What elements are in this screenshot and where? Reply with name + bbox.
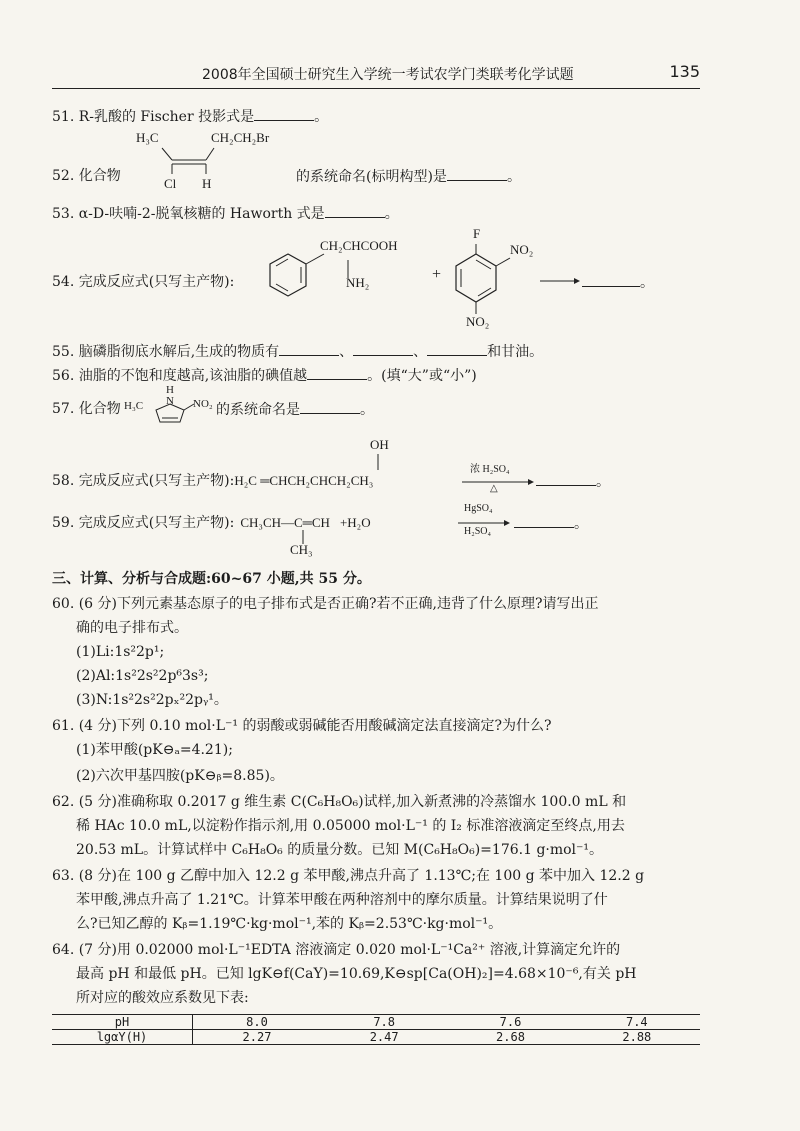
- q62-line-3: 20.53 mL。计算试样中 C₆H₈O₆ 的质量分数。已知 M(C₆H₈O₆)=176.1 g·mol⁻¹。: [76, 842, 604, 858]
- q52-h: H: [202, 176, 212, 191]
- q60-option-3: (3)N:1s²2s²2pₓ²2pᵧ¹。: [76, 692, 228, 708]
- q60-line-1: 60. (6 分)下列元素基态原子的电子排布式是否正确?若不正确,违背了什么原理?请写出正: [52, 596, 599, 612]
- q56-end: 。(填“大”或“小”): [367, 368, 477, 384]
- q53-text: 53. α-D-呋喃-2-脱氧核糖的 Haworth 式是: [52, 206, 325, 222]
- q58-reaction-arrow: [462, 478, 534, 486]
- q53-end: 。: [384, 206, 399, 222]
- q56-text: 56. 油脂的不饱和度越高,该油脂的碘值越: [52, 368, 308, 384]
- q52-h3c: H₃C: [136, 130, 159, 145]
- q58-end: 。: [596, 474, 610, 490]
- reaction-arrow: [540, 276, 580, 286]
- question-59: [52, 513, 371, 533]
- table-cell: 2.47: [321, 1030, 447, 1045]
- answer-blank: [427, 341, 487, 356]
- q52-double-bond: [150, 146, 220, 176]
- answer-blank: [514, 513, 574, 528]
- q52-ch2ch2br: CH₂CH₂Br: [211, 130, 270, 145]
- table-row: [52, 1030, 700, 1045]
- q60-option-2: (2)Al:1s²2s²2p⁶3s³;: [76, 668, 209, 684]
- q57-h3c: H₃C: [124, 400, 144, 412]
- q52-cl: Cl: [164, 176, 177, 191]
- table-row-label: pH: [52, 1015, 193, 1030]
- q58-condition: △: [490, 483, 498, 494]
- page-number: 135: [669, 62, 700, 81]
- pyrrole-ring: [150, 398, 198, 426]
- q59-ch3: CH₃: [290, 542, 313, 557]
- q55-end: 和甘油。: [487, 344, 544, 360]
- acid-effect-table: [52, 1014, 700, 1045]
- q62-line-2: 稀 HAc 10.0 mL,以淀粉作指示剂,用 0.05000 mol·L⁻¹ 的 I₂ 标准溶液滴定至终点,用去: [76, 818, 625, 834]
- question-52: [52, 166, 121, 186]
- answer-blank: [536, 471, 596, 486]
- table-cell: 7.6: [447, 1015, 573, 1030]
- question-57-tail: [216, 399, 374, 420]
- q59-end: 。: [574, 516, 588, 532]
- answer-blank: [353, 341, 413, 356]
- answer-blank: [300, 399, 360, 414]
- question-54: [52, 272, 234, 292]
- answer-blank: [582, 272, 640, 287]
- q64-line-1: 64. (7 分)用 0.02000 mol·L⁻¹EDTA 溶液滴定 0.020 mol·L⁻¹Ca²⁺ 溶液,计算滴定允许的: [52, 942, 621, 958]
- answer-blank: [307, 365, 367, 380]
- table-cell: 8.0: [193, 1015, 322, 1030]
- q58-oh-bond: [376, 454, 380, 470]
- q59-formula: CH₃CH—C═CH: [240, 515, 330, 530]
- q55-separator: 、: [339, 344, 354, 360]
- q57-pre: 57. 化合物: [52, 401, 121, 417]
- table-cell: 7.8: [321, 1015, 447, 1030]
- section-title: 三、计算、分析与合成题:60~67 小题,共 55 分。: [52, 571, 371, 587]
- question-54-tail: [582, 272, 654, 293]
- q60-option-1: (1)Li:1s²2p¹;: [76, 644, 165, 660]
- q54-pre: 54. 完成反应式(只写主产物):: [52, 274, 235, 290]
- question-58-tail: [536, 471, 610, 492]
- header-title: 2008年全国硕士研究生入学统一考试农学门类联考化学试题: [202, 67, 574, 83]
- q64-line-3: 所对应的酸效应系数见下表:: [76, 990, 249, 1006]
- q63-line-3: 么?已知乙醇的 Kᵦ=1.19℃·kg·mol⁻¹,苯的 Kᵦ=2.53℃·kg·mol⁻¹。: [76, 916, 503, 932]
- table-cell: 2.68: [447, 1030, 573, 1045]
- benzene-ring: [268, 250, 358, 310]
- q63-line-2: 苯甲酸,沸点升高了 1.21℃。计算苯甲酸在两种溶剂中的摩尔质量。计算结果说明了什: [76, 892, 608, 908]
- question-53: [52, 203, 399, 224]
- table-row: [52, 1015, 700, 1030]
- q63-line-1: 63. (8 分)在 100 g 乙醇中加入 12.2 g 苯甲酸,沸点升高了 1.13℃;在 100 g 苯中加入 12.2 g: [52, 868, 645, 884]
- q54-nh2: NH₂: [346, 275, 370, 290]
- q51-text: 51. R-乳酸的 Fischer 投影式是: [52, 109, 255, 125]
- answer-blank: [279, 341, 339, 356]
- answer-blank: [325, 203, 385, 218]
- q59-pre: 59. 完成反应式(只写主产物):: [52, 515, 235, 531]
- table-cell: 2.27: [193, 1030, 322, 1045]
- q59-reagent-bottom: H₂SO₄: [464, 526, 491, 537]
- q52-post: 的系统命名(标明构型)是: [296, 169, 447, 185]
- question-58: [52, 471, 373, 491]
- q62-line-1: 62. (5 分)准确称取 0.2017 g 维生素 C(C₆H₈O₆)试样,加入新煮沸的冷蒸馏水 100.0 mL 和: [52, 794, 627, 810]
- q58-oh: OH: [370, 437, 389, 452]
- q60-line-2: 确的电子排布式。: [76, 620, 188, 636]
- q57-n: N: [166, 395, 174, 407]
- q51-end: 。: [314, 109, 329, 125]
- q55-separator: 、: [413, 344, 428, 360]
- answer-blank: [254, 106, 314, 121]
- q54-end: 。: [640, 275, 654, 291]
- q61-option-2: (2)六次甲基四胺(pK⊖ᵦ=8.85)。: [76, 768, 284, 784]
- q59-reagent-top: HgSO₄: [464, 503, 493, 514]
- question-51: [52, 106, 328, 127]
- q57-no2: NO₂: [193, 398, 213, 410]
- question-56: [52, 365, 477, 386]
- q52-pre: 52. 化合物: [52, 168, 121, 184]
- q52-end: 。: [506, 169, 521, 185]
- question-55: [52, 341, 543, 362]
- q54-no2-bottom: NO₂: [466, 314, 490, 329]
- page-header: [52, 62, 700, 89]
- q59-plus-water: +H₂O: [339, 515, 371, 530]
- q58-pre: 58. 完成反应式(只写主产物):: [52, 473, 235, 489]
- table-cell: 7.4: [574, 1015, 700, 1030]
- table-row-label: lgαY(H): [52, 1030, 193, 1045]
- q54-chain: CH₂CHCOOH: [320, 238, 398, 253]
- q57-end: 。: [360, 402, 374, 418]
- q55-text: 55. 脑磷脂彻底水解后,生成的物质有: [52, 344, 280, 360]
- question-59-tail: [514, 513, 588, 534]
- q54-plus: +: [432, 266, 442, 283]
- q61-line-1: 61. (4 分)下列 0.10 mol·L⁻¹ 的弱酸或弱碱能否用酸碱滴定法直接滴定?为什么?: [52, 718, 552, 734]
- q58-reagent: 浓 H₂SO₄: [470, 464, 510, 475]
- q54-no2-top: NO₂: [510, 242, 534, 257]
- q58-formula: H₂C ═CHCH₂CHCH₂CH₃: [234, 473, 374, 488]
- answer-blank: [447, 166, 507, 181]
- question-52-tail: [296, 166, 521, 187]
- q54-f: F: [473, 226, 481, 241]
- table-cell: 2.88: [574, 1030, 700, 1045]
- q57-nh: H: [166, 384, 174, 396]
- question-57: [52, 399, 121, 419]
- q57-post: 的系统命名是: [216, 402, 300, 418]
- q61-option-1: (1)苯甲酸(pK⊖ₐ=4.21);: [76, 742, 233, 758]
- q64-line-2: 最高 pH 和最低 pH。已知 lgK⊖f(CaY)=10.69,K⊖sp[Ca(OH)₂]=4.68×10⁻⁶,有关 pH: [76, 966, 637, 982]
